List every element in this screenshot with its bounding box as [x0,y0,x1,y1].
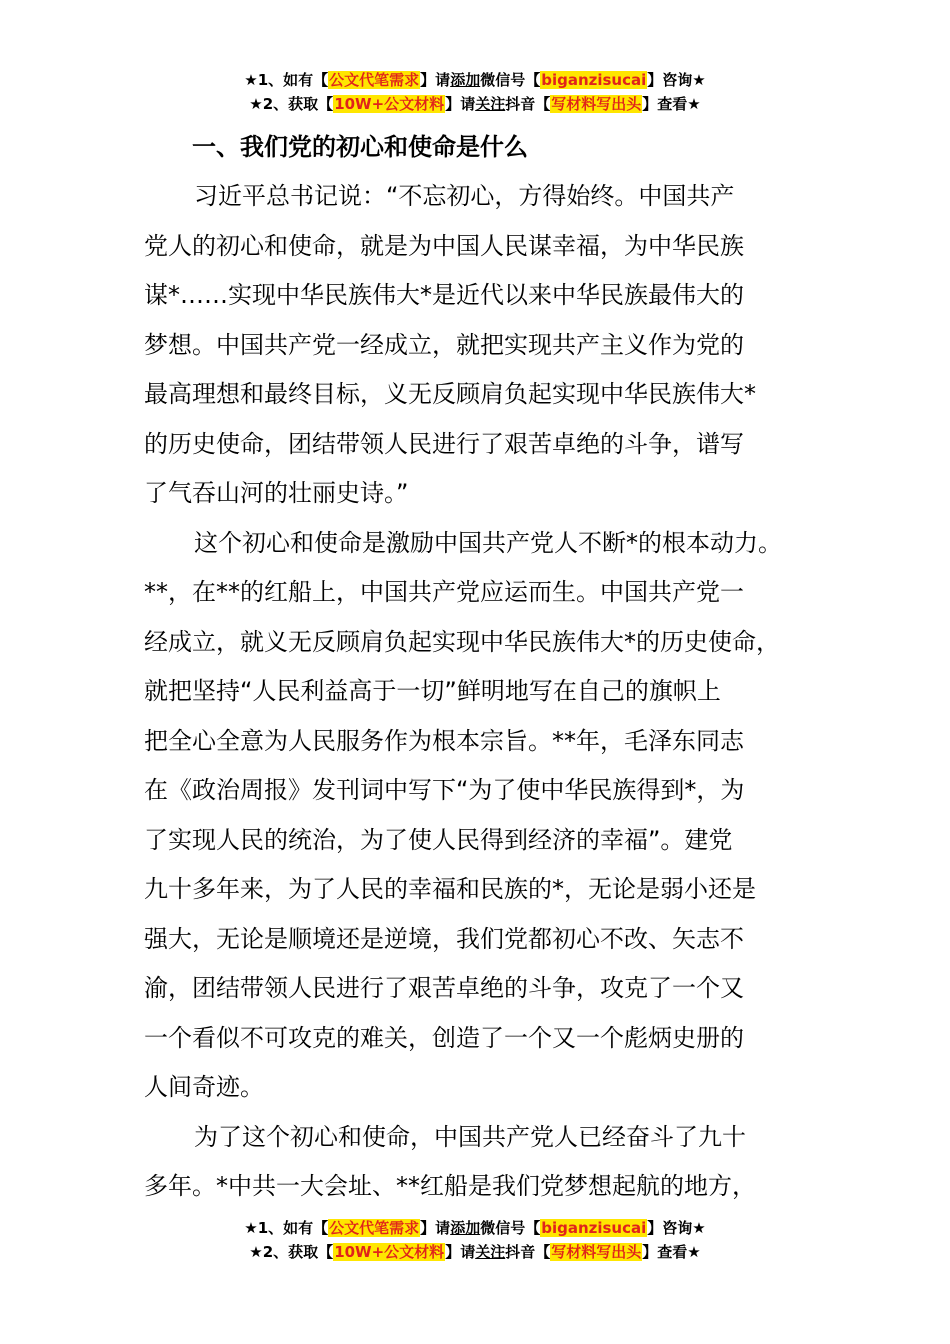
highlight-wechat-id: biganzisucai [541,1219,647,1237]
text-line: 谋*……实现中华民族伟大*是近代以来中华民族最伟大的 [144,281,744,309]
text-line: 这个初心和使命是激励中国共产党人不断*的根本动力。 [194,528,782,557]
text-line: 党人的初心和使命，就是为中国人民谋幸福，为中华民族 [144,231,744,260]
banner-line-1: ★1、如有【公文代笔需求】请添加微信号【biganzisucai】咨询★ [244,71,706,89]
text-line: 渝，团结带领人民进行了艰苦卓绝的斗争，攻克了一个又 [144,974,744,1002]
text-line: 九十多年来，为了人民的幸福和民族的*，无论是弱小还是 [144,875,756,903]
highlight-service: 公文代笔需求 [329,1219,420,1237]
top-banner [0,68,950,116]
banner-line-2: ★2、获取【10W+公文材料】请关注抖音【写材料写出头】查看★ [249,95,701,113]
banner-line-1: ★1、如有【公文代笔需求】请添加微信号【biganzisucai】咨询★ [244,1219,706,1237]
text-line: 强大，无论是顺境还是逆境，我们党都初心不改、矢志不 [144,924,744,953]
text-line: 习近平总书记说：“不忘初心，方得始终。中国共产 [194,182,735,210]
text-line: 的历史使命，团结带领人民进行了艰苦卓绝的斗争，谱写 [144,429,744,458]
text-line: 经成立，就义无反顾肩负起实现中华民族伟大*的历史使命， [144,627,780,656]
document-body [144,122,834,1212]
text-line: 了气吞山河的壮丽史诗。” [144,479,409,507]
text-line: 人间奇迹。 [144,1073,264,1101]
paragraph-1 [144,172,834,519]
paragraph-3 [144,1113,834,1212]
banner-line-2: ★2、获取【10W+公文材料】请关注抖音【写材料写出头】查看★ [249,1243,701,1261]
highlight-materials: 10W+公文材料 [334,1243,445,1261]
highlight-service: 公文代笔需求 [329,71,420,89]
highlight-douyin: 写材料写出头 [551,95,642,113]
text-line: 最高理想和最终目标，义无反顾肩负起实现中华民族伟大* [144,380,756,408]
text-line: 把全心全意为人民服务作为根本宗旨。**年，毛泽东同志 [144,726,744,755]
text-line: 就把坚持“人民利益高于一切”鲜明地写在自己的旗帜上 [144,677,721,705]
paragraph-2 [144,519,834,1113]
highlight-douyin: 写材料写出头 [551,1243,642,1261]
text-line: 一个看似不可攻克的难关，创造了一个又一个彪炳史册的 [144,1023,744,1052]
section-heading: 一、我们党的初心和使命是什么 [192,133,528,161]
text-line: **，在**的红船上，中国共产党应运而生。中国共产党一 [144,578,744,606]
text-line: 在《政治周报》发刊词中写下“为了使中华民族得到*，为 [144,776,745,804]
highlight-materials: 10W+公文材料 [334,95,445,113]
text-line: 了实现人民的统治，为了使人民得到经济的幸福”。建党 [144,825,733,854]
text-line: 多年。*中共一大会址、**红船是我们党梦想起航的地方， [144,1172,756,1200]
text-line: 梦想。中国共产党一经成立，就把实现共产主义作为党的 [144,330,744,359]
bottom-banner [0,1216,950,1264]
text-line: 为了这个初心和使命，中国共产党人已经奋斗了九十 [194,1122,746,1151]
highlight-wechat-id: biganzisucai [541,71,647,89]
